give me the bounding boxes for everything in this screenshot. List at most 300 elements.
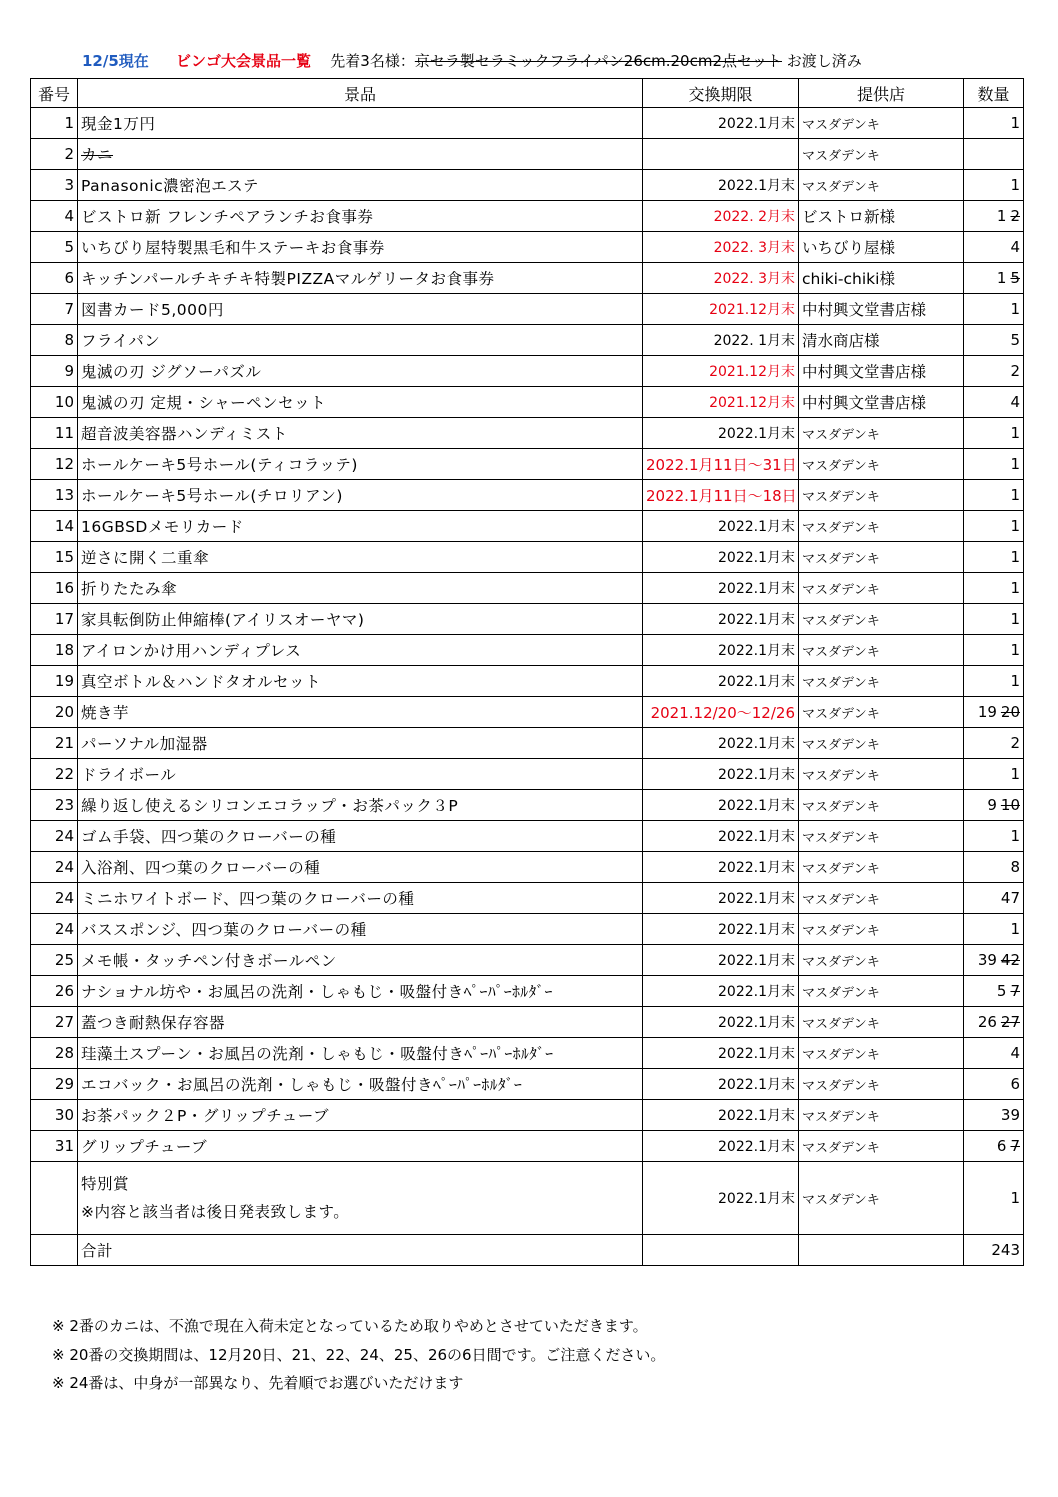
row-provider: マスダデンキ [799,697,964,728]
row-quantity-current: 1 [1010,548,1020,566]
row-prize-text: ドライボール [81,766,177,784]
row-provider: マスダデンキ [799,1038,964,1069]
special-prize-title: 特別賞 [81,1175,130,1193]
row-quantity [964,294,1024,325]
row-quantity-current: 6 [996,1137,1007,1155]
row-prize [78,108,643,139]
row-quantity-current: 1 [1010,176,1020,194]
row-prize-text: ミニホワイトボード、四つ葉のクローバーの種 [81,890,415,908]
row-number: 6 [31,263,78,294]
row-quantity-current: 6 [1010,1075,1020,1093]
row-quantity-current: 19 [977,703,997,721]
row-prize [78,728,643,759]
row-provider: マスダデンキ [799,1007,964,1038]
row-quantity-old: 42 [1000,951,1020,969]
header-note-struck: 京セラ製セラミックフライパン26cm.20cm2点セット [414,52,782,70]
row-quantity-current: 5 [1010,331,1020,349]
table-row [31,387,1024,418]
row-deadline: 2021.12/20～12/26 [643,697,799,728]
row-quantity: 1 [964,1162,1024,1235]
row-number: 31 [31,1131,78,1162]
table-row [31,1131,1024,1162]
table-row [31,1100,1024,1131]
row-number: 1 [31,108,78,139]
row-quantity [964,232,1024,263]
row-quantity [964,790,1024,821]
row-number: 25 [31,945,78,976]
row-quantity-current: 8 [1010,858,1020,876]
row-prize-text: 蓋つき耐熱保存容器 [81,1014,226,1032]
row-prize [78,232,643,263]
table-row [31,1038,1024,1069]
row-quantity-current: 1 [1010,641,1020,659]
table-row [31,728,1024,759]
row-quantity-current: 1 [996,207,1007,225]
row-prize-text: フライパン [81,332,161,350]
row-number: 24 [31,852,78,883]
row-deadline: 2021.12月末 [643,387,799,418]
row-number: 3 [31,170,78,201]
row-quantity [964,1038,1024,1069]
row-prize [78,790,643,821]
row-quantity-current: 4 [1010,238,1020,256]
row-deadline: 2022.1月末 [643,883,799,914]
row-prize-text: 珪藻土スプーン・お風呂の洗剤・しゃもじ・吸盤付きﾍﾟｰﾊﾟｰﾎﾙﾀﾞｰ [81,1045,554,1063]
row-quantity-current: 1 [1010,455,1020,473]
table-row [31,635,1024,666]
row-quantity-current: 4 [1010,393,1020,411]
row-prize-text: 図書カード5,000円 [81,301,224,319]
row-provider: マスダデンキ [799,728,964,759]
table-row [31,542,1024,573]
row-quantity-old: 20 [1000,703,1020,721]
row-quantity [964,976,1024,1007]
row-prize [78,697,643,728]
row-quantity [964,480,1024,511]
row-quantity [964,356,1024,387]
row-quantity-old: 10 [1000,796,1020,814]
page-header [30,50,1030,72]
row-prize-text: ゴム手袋、四つ葉のクローバーの種 [81,828,337,846]
row-deadline: 2022.1月11日～18日 [643,480,799,511]
row-deadline: 2022.1月末 [643,976,799,1007]
row-prize-text: アイロンかけ用ハンディプレス [81,642,302,660]
row-prize-text: エコバック・お風呂の洗剤・しゃもじ・吸盤付きﾍﾟｰﾊﾟｰﾎﾙﾀﾞｰ [81,1076,523,1094]
row-provider [799,1235,964,1266]
row-provider: マスダデンキ [799,976,964,1007]
table-row [31,170,1024,201]
row-prize [78,821,643,852]
row-prize [78,914,643,945]
row-number: 14 [31,511,78,542]
column-header-provider: 提供店 [799,79,964,108]
header-date: 12/5現在 [82,52,149,70]
column-header-number: 番号 [31,79,78,108]
row-quantity-current: 5 [996,982,1007,1000]
header-title: ビンゴ大会景品一覧 [176,52,312,70]
row-number [31,1162,78,1235]
row-provider: マスダデンキ [799,914,964,945]
row-quantity-current: 1 [1010,827,1020,845]
row-quantity [964,1069,1024,1100]
row-deadline: 2022.1月末 [643,511,799,542]
row-provider: マスダデンキ [799,139,964,170]
row-prize-text: パーソナル加湿器 [81,735,208,753]
table-row [31,325,1024,356]
table-row [31,1007,1024,1038]
row-provider: chiki-chiki様 [799,263,964,294]
table-row [31,945,1024,976]
row-provider: マスダデンキ [799,759,964,790]
row-provider: 清水商店様 [799,325,964,356]
row-quantity [964,728,1024,759]
row-prize [78,759,643,790]
row-provider: いちびり屋様 [799,232,964,263]
row-deadline: 2022.1月末 [643,1162,799,1235]
prize-table [30,78,1024,1266]
table-row [31,418,1024,449]
row-prize-text: お茶パック２P・グリップチューブ [81,1107,329,1125]
row-deadline: 2022.1月末 [643,1038,799,1069]
row-deadline: 2022.1月末 [643,945,799,976]
row-number: 26 [31,976,78,1007]
row-provider: マスダデンキ [799,945,964,976]
row-prize [78,325,643,356]
row-quantity [964,201,1024,232]
row-quantity-current: 9 [987,796,997,814]
table-row [31,821,1024,852]
row-provider: マスダデンキ [799,883,964,914]
table-row [31,511,1024,542]
table-row [31,976,1024,1007]
row-number: 10 [31,387,78,418]
row-prize-text: 現金1万円 [81,115,156,133]
table-row [31,232,1024,263]
row-deadline: 2022.1月末 [643,1131,799,1162]
row-quantity [964,1131,1024,1162]
row-provider: マスダデンキ [799,790,964,821]
table-row [31,480,1024,511]
row-prize-text: カニ [81,146,114,164]
row-quantity [964,511,1024,542]
row-quantity-current: 26 [977,1013,997,1031]
table-row [31,790,1024,821]
row-prize-text: ナショナル坊や・お風呂の洗剤・しゃもじ・吸盤付きﾍﾟｰﾊﾟｰﾎﾙﾀﾞｰ [81,983,553,1001]
special-prize-row [31,1162,1024,1235]
row-prize-text: Panasonic濃密泡エステ [81,177,259,195]
row-deadline: 2022.1月末 [643,170,799,201]
row-deadline: 2022. 3月末 [643,232,799,263]
row-quantity [964,604,1024,635]
row-quantity-current: 1 [1010,672,1020,690]
row-quantity-old: 7 [1010,1137,1020,1155]
row-provider: マスダデンキ [799,1100,964,1131]
column-header-deadline: 交換期限 [643,79,799,108]
row-prize [78,387,643,418]
table-row [31,139,1024,170]
row-provider: マスダデンキ [799,1162,964,1235]
prize-table-body [31,108,1024,1266]
row-number: 21 [31,728,78,759]
row-provider: マスダデンキ [799,1131,964,1162]
row-quantity-current: 39 [977,951,997,969]
row-provider: マスダデンキ [799,511,964,542]
row-prize-text: 真空ボトル＆ハンドタオルセット [81,673,322,691]
row-provider: マスダデンキ [799,666,964,697]
row-number: 27 [31,1007,78,1038]
row-deadline: 2022.1月末 [643,1100,799,1131]
table-row [31,356,1024,387]
row-deadline [643,139,799,170]
row-prize-text: ビストロ新 フレンチペアランチお食事券 [81,208,374,226]
row-prize-text: 超音波美容器ハンディミスト [81,425,288,443]
column-header-quantity: 数量 [964,79,1024,108]
row-prize [78,356,643,387]
row-deadline: 2022.1月末 [643,1069,799,1100]
row-number: 24 [31,883,78,914]
row-prize-text: 折りたたみ傘 [81,580,178,598]
row-quantity-current: 1 [1010,579,1020,597]
row-quantity [964,914,1024,945]
table-row [31,759,1024,790]
row-quantity [964,263,1024,294]
row-provider: マスダデンキ [799,542,964,573]
table-row [31,883,1024,914]
row-quantity [964,139,1024,170]
row-prize-text: メモ帳・タッチペン付きボールペン [81,952,337,970]
row-quantity [964,387,1024,418]
row-quantity [964,170,1024,201]
row-provider: マスダデンキ [799,821,964,852]
row-quantity-current: 1 [1010,610,1020,628]
special-prize-cell [78,1162,643,1235]
row-deadline: 2022.1月末 [643,666,799,697]
table-row [31,201,1024,232]
row-prize-text: いちびり屋特製黒毛和牛ステーキお食事券 [81,239,385,257]
table-row [31,294,1024,325]
row-quantity [964,1100,1024,1131]
row-quantity-current: 2 [1010,734,1020,752]
row-deadline: 2022. 1月末 [643,325,799,356]
row-quantity-current: 1 [1010,300,1020,318]
row-quantity-current: 1 [1010,765,1020,783]
note-line: ※ 20番の交換期間は、12月20日、21、22、24、25、26の6日間です。ご注意ください。 [52,1345,666,1364]
row-number: 22 [31,759,78,790]
header-note [330,52,861,70]
row-prize [78,201,643,232]
table-row [31,573,1024,604]
header-note-suffix: お渡し済み [781,52,862,70]
row-prize [78,542,643,573]
row-prize-text: 鬼滅の刃 ジグソーパズル [81,363,262,381]
note-line: ※ 24番は、中身が一部異なり、先着順でお選びいただけます [52,1374,464,1392]
row-quantity-old: 2 [1010,207,1020,225]
row-number: 4 [31,201,78,232]
row-provider: マスダデンキ [799,170,964,201]
row-number: 16 [31,573,78,604]
row-quantity-old: 7 [1010,982,1020,1000]
row-number: 24 [31,914,78,945]
table-header-row [31,79,1024,108]
table-row [31,914,1024,945]
row-deadline: 2022.1月末 [643,759,799,790]
row-number: 30 [31,1100,78,1131]
row-deadline: 2022.1月末 [643,821,799,852]
row-deadline: 2022.1月末 [643,852,799,883]
row-provider: マスダデンキ [799,418,964,449]
row-provider: 中村興文堂書店様 [799,387,964,418]
row-prize [78,1007,643,1038]
row-quantity-current: 2 [1010,362,1020,380]
row-number: 5 [31,232,78,263]
row-deadline: 2022.1月末 [643,728,799,759]
table-row [31,666,1024,697]
row-number: 11 [31,418,78,449]
row-deadline: 2022.1月11日～31日 [643,449,799,480]
row-prize [78,573,643,604]
row-provider: マスダデンキ [799,1069,964,1100]
row-prize [78,1131,643,1162]
row-prize [78,852,643,883]
special-prize-detail: ※内容と該当者は後日発表致します。 [81,1203,350,1221]
row-number: 17 [31,604,78,635]
table-row [31,263,1024,294]
row-deadline: 2022. 2月末 [643,201,799,232]
table-row [31,697,1024,728]
row-quantity [964,945,1024,976]
row-deadline: 2022.1月末 [643,604,799,635]
row-prize [78,480,643,511]
row-prize [78,976,643,1007]
row-number: 12 [31,449,78,480]
row-quantity-old: 27 [1000,1013,1020,1031]
row-number: 28 [31,1038,78,1069]
table-row [31,1069,1024,1100]
row-prize [78,170,643,201]
row-quantity-current: 1 [1010,920,1020,938]
row-quantity-current: 39 [1000,1106,1020,1124]
row-quantity [964,325,1024,356]
total-quantity: 243 [964,1235,1024,1266]
row-quantity [964,759,1024,790]
row-quantity [964,108,1024,139]
row-prize [78,449,643,480]
row-provider: マスダデンキ [799,604,964,635]
total-label: 合計 [78,1235,643,1266]
row-number: 9 [31,356,78,387]
row-deadline: 2022. 3月末 [643,263,799,294]
row-deadline: 2022.1月末 [643,573,799,604]
row-provider: ビストロ新様 [799,201,964,232]
row-prize-text: バススポンジ、四つ葉のクローバーの種 [81,921,367,939]
row-number: 8 [31,325,78,356]
row-quantity [964,852,1024,883]
row-deadline: 2022.1月末 [643,914,799,945]
row-number: 20 [31,697,78,728]
row-number [31,1235,78,1266]
table-row [31,108,1024,139]
row-prize-text: 入浴剤、四つ葉のクローバーの種 [81,859,321,877]
row-number: 15 [31,542,78,573]
row-prize [78,604,643,635]
row-deadline: 2021.12月末 [643,356,799,387]
row-quantity-current: 4 [1010,1044,1020,1062]
notes-section [52,1312,665,1398]
row-provider: マスダデンキ [799,852,964,883]
row-quantity-old: 5 [1010,269,1020,287]
row-prize-text: ホールケーキ5号ホール(チロリアン) [81,487,343,505]
row-number: 24 [31,821,78,852]
row-quantity [964,542,1024,573]
table-row [31,852,1024,883]
row-deadline: 2022.1月末 [643,542,799,573]
row-number: 18 [31,635,78,666]
row-quantity [964,697,1024,728]
row-quantity [964,821,1024,852]
row-prize [78,418,643,449]
row-number: 7 [31,294,78,325]
row-deadline: 2022.1月末 [643,790,799,821]
row-prize-text: ホールケーキ5号ホール(ティコラッテ) [81,456,358,474]
row-provider: 中村興文堂書店様 [799,356,964,387]
total-row [31,1235,1024,1266]
row-quantity [964,418,1024,449]
row-prize-text: キッチンパールチキチキ特製PIZZAマルゲリータお食事券 [81,270,495,288]
row-quantity [964,449,1024,480]
row-prize [78,1038,643,1069]
row-number: 23 [31,790,78,821]
row-quantity [964,635,1024,666]
column-header-prize: 景品 [78,79,643,108]
row-prize-text: 焼き芋 [81,704,130,722]
row-quantity-current: 47 [1000,889,1020,907]
note-line: ※ 2番のカニは、不漁で現在入荷未定となっているため取りやめとさせていただきます。 [52,1317,648,1335]
row-prize [78,294,643,325]
row-quantity-current: 1 [1010,424,1020,442]
row-prize [78,666,643,697]
row-quantity-current: 1 [1010,114,1020,132]
row-quantity [964,666,1024,697]
row-quantity-current: 1 [1010,486,1020,504]
row-prize-text: グリップチューブ [81,1138,208,1156]
row-quantity-current: 1 [996,269,1007,287]
row-prize [78,635,643,666]
row-prize-text: 16GBSDメモリカード [81,518,244,536]
row-provider: マスダデンキ [799,449,964,480]
row-number: 19 [31,666,78,697]
row-prize [78,883,643,914]
table-row [31,604,1024,635]
row-prize [78,139,643,170]
row-quantity [964,573,1024,604]
row-quantity [964,883,1024,914]
row-deadline: 2021.12月末 [643,294,799,325]
row-deadline [643,1235,799,1266]
row-provider: 中村興文堂書店様 [799,294,964,325]
row-provider: マスダデンキ [799,573,964,604]
row-number: 2 [31,139,78,170]
row-number: 29 [31,1069,78,1100]
row-prize [78,945,643,976]
row-deadline: 2022.1月末 [643,418,799,449]
table-row [31,449,1024,480]
row-prize [78,1069,643,1100]
row-provider: マスダデンキ [799,480,964,511]
row-deadline: 2022.1月末 [643,1007,799,1038]
row-prize-text: 鬼滅の刃 定規・シャーペンセット [81,394,327,412]
row-prize-text: 逆さに開く二重傘 [81,549,210,567]
row-provider: マスダデンキ [799,108,964,139]
